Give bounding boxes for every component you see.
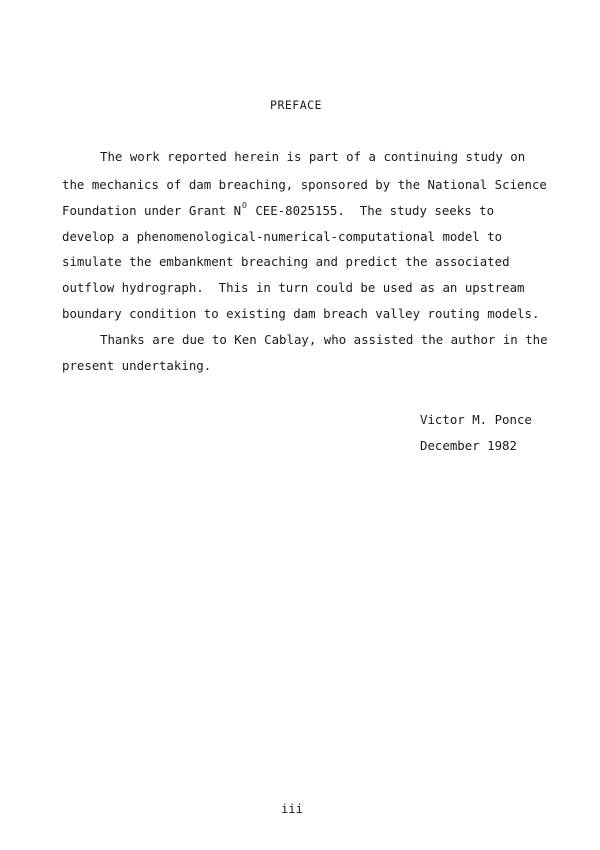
- number-sign-superscript: O: [242, 201, 247, 210]
- paragraph-2-line-2: present undertaking.: [62, 358, 212, 373]
- paragraph-1-line-3-start: Foundation under Grant N: [62, 203, 242, 218]
- page-number: iii: [281, 802, 303, 816]
- paragraph-2-line-1: Thanks are due to Ken Cablay, who assisted the author in the: [100, 332, 548, 347]
- page-title: PREFACE: [270, 98, 322, 112]
- paragraph-1-line-4: develop a phenomenological-numerical-computational model to: [62, 229, 503, 244]
- author-name: Victor M. Ponce: [420, 412, 532, 427]
- paragraph-1-line-5: simulate the embankment breaching and predict the associated: [62, 254, 510, 269]
- paragraph-1-line-7: boundary condition to existing dam breach valley routing models.: [62, 306, 540, 321]
- paragraph-1-line-1: The work reported herein is part of a continuing study on: [100, 149, 526, 164]
- paragraph-1-line-3: [62, 201, 495, 218]
- paragraph-1-line-3-end: CEE-8025155. The study seeks to: [247, 203, 495, 218]
- paragraph-1-line-2: the mechanics of dam breaching, sponsored by the National Science: [62, 177, 547, 192]
- paragraph-1-line-6: outflow hydrograph. This in turn could be used as an upstream: [62, 280, 525, 295]
- author-date: December 1982: [420, 438, 517, 453]
